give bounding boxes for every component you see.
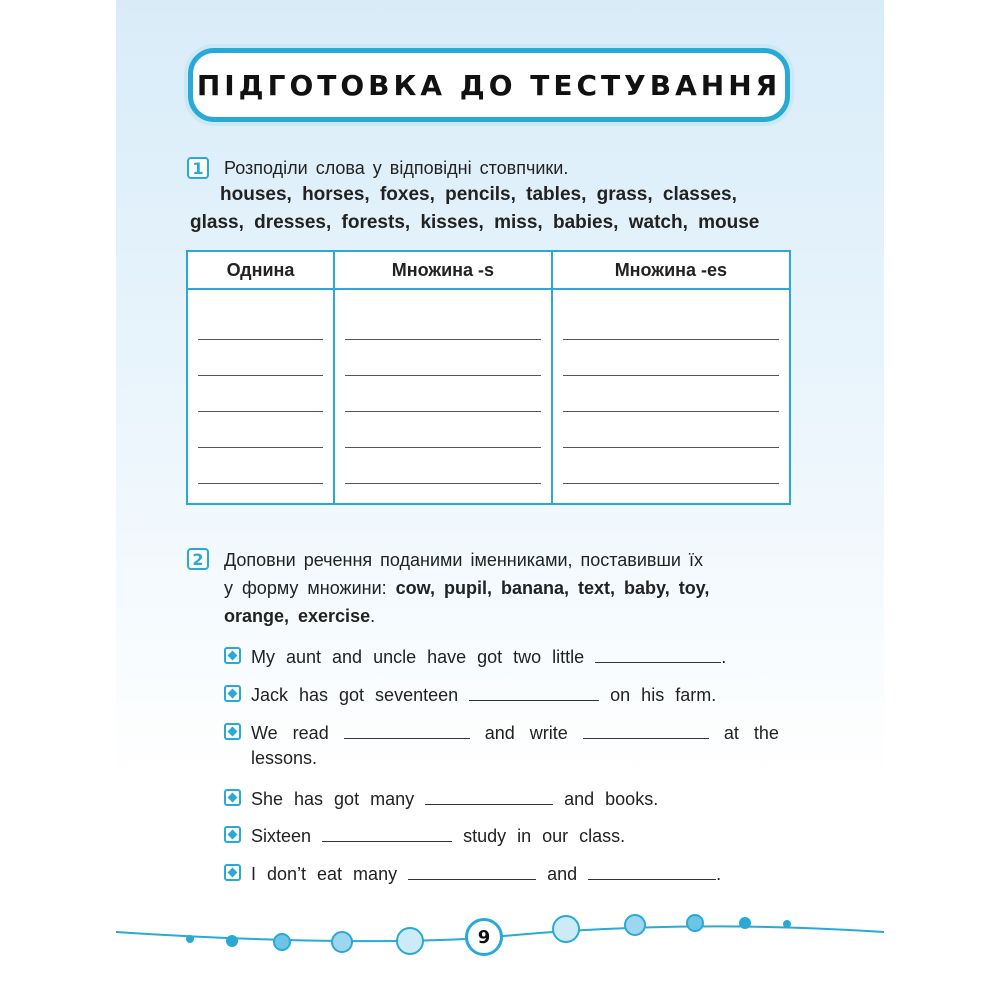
answer-line[interactable] — [563, 376, 779, 412]
answer-line[interactable] — [563, 340, 779, 376]
blank-field[interactable] — [583, 720, 709, 739]
sentence-text: at the — [723, 723, 779, 743]
footer-dot — [687, 915, 703, 931]
footer-dot — [783, 920, 791, 928]
answer-line[interactable] — [198, 304, 323, 340]
answer-line[interactable] — [198, 448, 323, 484]
blank-field[interactable] — [408, 861, 536, 880]
sentence-text: I don’t eat many — [251, 864, 398, 884]
title-banner — [188, 48, 790, 122]
sentence-3 — [251, 720, 779, 744]
instruction-prefix: у форму множини: — [224, 578, 387, 598]
footer-dot — [739, 917, 751, 929]
sentence-text: on his farm. — [610, 685, 717, 705]
footer-dot — [332, 932, 352, 952]
column-plural-es-answers — [552, 289, 790, 504]
footer-dot — [397, 928, 423, 954]
answer-line[interactable] — [345, 412, 541, 448]
bullet-icon — [224, 723, 241, 740]
page-number: 9 — [465, 918, 503, 956]
exercise-2-number: 2 — [187, 548, 209, 570]
answer-line[interactable] — [563, 412, 779, 448]
sentence-text: study in our class. — [463, 826, 626, 846]
bullet-icon — [224, 685, 241, 702]
bullet-icon — [224, 789, 241, 806]
sentence-text: and books. — [564, 789, 659, 809]
exercise-1-instruction: Розподіли слова у відповідні стовпчики. — [224, 158, 569, 178]
footer-dot — [186, 935, 194, 943]
sentence-1 — [251, 644, 726, 668]
instruction-period: . — [370, 606, 376, 626]
sentence-text: My aunt and uncle have got two little — [251, 647, 585, 667]
blank-field[interactable] — [425, 786, 553, 805]
page-title: ПІДГОТОВКА ДО ТЕСТУВАННЯ — [196, 68, 782, 102]
footer-dot — [274, 934, 290, 950]
sentence-text: We read — [251, 723, 329, 743]
sentence-text: and — [547, 864, 578, 884]
sentence-text: She has got many — [251, 789, 415, 809]
sentence-3-continued — [251, 748, 317, 769]
answer-line[interactable] — [198, 412, 323, 448]
exercise-2-instruction-line-3 — [224, 606, 375, 627]
answer-line[interactable] — [345, 376, 541, 412]
blank-field[interactable] — [322, 823, 452, 842]
exercise-1-words-line-1: houses, horses, foxes, pencils, tables, grass, classes, — [220, 184, 737, 205]
sentence-6 — [251, 861, 721, 885]
column-header-singular: Однина — [187, 251, 334, 289]
answer-line[interactable] — [345, 304, 541, 340]
blank-field[interactable] — [344, 720, 470, 739]
answer-line[interactable] — [198, 376, 323, 412]
exercise-2-instruction-line-1: Доповни речення поданими іменниками, поставивши їх — [224, 550, 703, 570]
blank-field[interactable] — [595, 644, 721, 663]
bullet-icon — [224, 647, 241, 664]
instruction-words: cow, pupil, banana, text, baby, toy, — [395, 578, 710, 598]
sentence-5 — [251, 823, 625, 847]
bullet-icon — [224, 826, 241, 843]
instruction-words-end: orange, exercise — [224, 606, 371, 626]
blank-field[interactable] — [588, 861, 716, 880]
column-plural-s-answers — [334, 289, 552, 504]
exercise-1-number: 1 — [187, 157, 209, 179]
column-header-plural-es: Множина -es — [552, 251, 790, 289]
answer-line[interactable] — [198, 340, 323, 376]
column-singular-answers — [187, 289, 334, 504]
footer-dot — [553, 916, 579, 942]
answer-line[interactable] — [345, 448, 541, 484]
sentence-text: . — [716, 864, 722, 884]
sentence-text: . — [721, 647, 727, 667]
sorting-table — [186, 250, 791, 505]
footer-dot — [625, 915, 645, 935]
answer-line[interactable] — [345, 340, 541, 376]
sentence-text: and write — [484, 723, 568, 743]
blank-field[interactable] — [469, 682, 599, 701]
sentence-text: Jack has got seventeen — [251, 685, 459, 705]
sentence-text: Sixteen — [251, 826, 312, 846]
sentence-2 — [251, 682, 716, 706]
sentence-4 — [251, 786, 658, 810]
answer-line[interactable] — [563, 448, 779, 484]
exercise-2-instruction-line-2 — [224, 578, 709, 599]
footer-dot — [226, 935, 238, 947]
answer-line[interactable] — [563, 304, 779, 340]
column-header-plural-s: Множина -s — [334, 251, 552, 289]
exercise-1-words-line-2: glass, dresses, forests, kisses, miss, babies, watch, mouse — [190, 212, 760, 233]
sentence-text: lessons. — [251, 748, 318, 768]
bullet-icon — [224, 864, 241, 881]
